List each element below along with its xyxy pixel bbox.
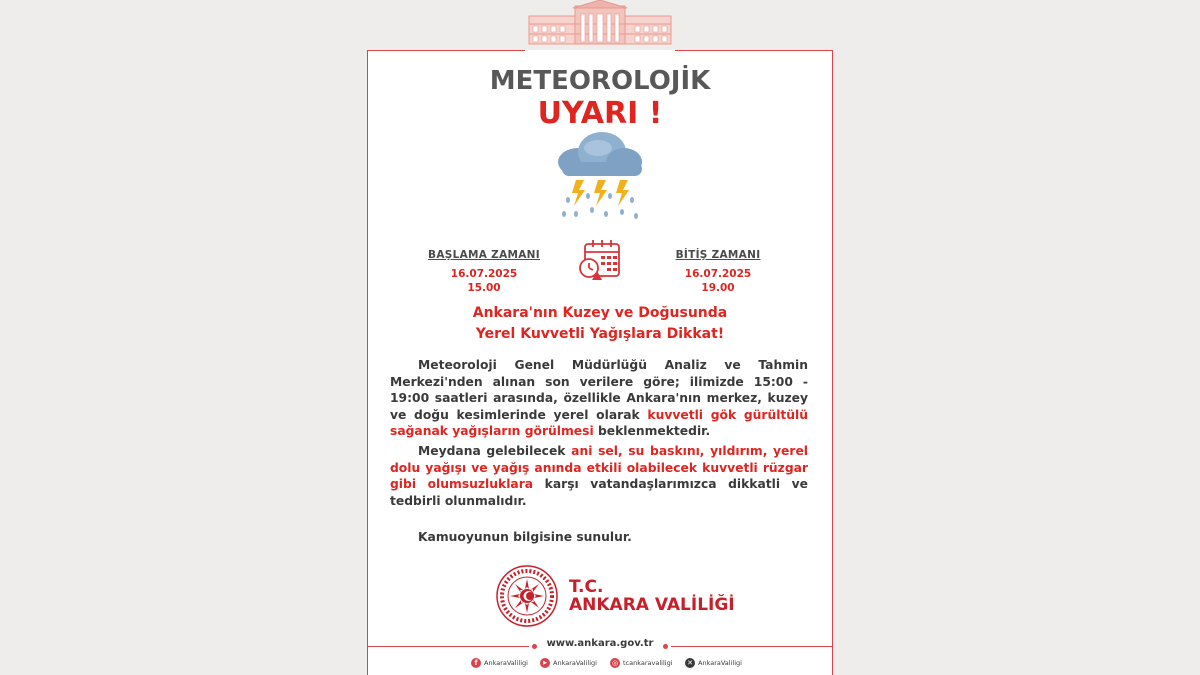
social-facebook[interactable] [471, 658, 528, 668]
social-handle: AnkaraValiligi [698, 659, 742, 667]
calendar-clock-icon [577, 238, 623, 280]
youtube-icon: ▶ [540, 658, 550, 668]
facebook-icon: f [471, 658, 481, 668]
title-warning: UYARI ! [537, 96, 663, 131]
closing-note: Kamuoyunun bilgisine sunulur. [418, 530, 632, 544]
paragraph-precautions-end: karşı vatandaşlarımızca dikkatli ve tedbirli olunmalıdır. [390, 477, 808, 508]
paragraph-precautions-text: Meydana gelebilecek [418, 444, 572, 458]
social-x[interactable] [685, 658, 742, 668]
governorate-seal-icon [496, 565, 558, 627]
title-meteorological: METEOROLOJİK [489, 66, 711, 96]
website-row [367, 638, 833, 654]
frame-left [367, 50, 368, 675]
paragraph-forecast-highlight: kuvvetli gök gürültülü sağanak yağışların görülmesi [390, 407, 809, 438]
governorate-prefix: T.C. [569, 577, 604, 597]
end-time-block [653, 249, 783, 295]
end-time: 19.00 [701, 282, 735, 294]
social-youtube[interactable] [540, 658, 597, 668]
social-links [367, 658, 833, 672]
paragraph-forecast [390, 357, 808, 440]
website-divider-right [671, 646, 833, 647]
frame-right [832, 50, 833, 675]
thunderstorm-icon [552, 130, 648, 226]
website-dot-right [663, 644, 668, 649]
social-handle: tcankaravaliligi [623, 659, 673, 667]
frame-top-right [675, 50, 833, 51]
social-handle: AnkaraValiligi [553, 659, 597, 667]
governorate-name: ANKARA VALİLİĞİ [569, 595, 735, 615]
instagram-icon: ◎ [611, 659, 619, 667]
end-date: 16.07.2025 [684, 268, 752, 280]
x-icon: ✕ [685, 658, 695, 668]
paragraph-forecast-text: Meteoroloji Genel Müdürlüğü Analiz ve Tahmin Merkezi'nden alınan son verilere göre; ilimizde 15:00 - 19:00 saatleri arasında, özellikle Ankara'nın merkez, kuzey ve doğu kesimlerinde yerel olarak [390, 358, 808, 422]
headline-line-1: Ankara'nın Kuzey ve Doğusunda [472, 305, 728, 321]
end-time-label: BİTİŞ ZAMANI [675, 249, 761, 261]
start-time-label: BAŞLAMA ZAMANI [428, 249, 540, 261]
start-time-block [419, 249, 549, 295]
start-time: 15.00 [467, 282, 501, 294]
website-link[interactable]: www.ankara.gov.tr [546, 638, 654, 649]
start-date: 16.07.2025 [450, 268, 518, 280]
headline-line-2: Yerel Kuvvetli Yağışlara Dikkat! [475, 326, 725, 342]
paragraph-forecast-end: beklenmektedir. [593, 424, 711, 438]
paragraph-precautions [390, 443, 808, 509]
social-handle: AnkaraValiligi [484, 659, 528, 667]
frame-top-left [367, 50, 525, 51]
social-instagram[interactable] [610, 658, 673, 668]
government-building-icon [525, 0, 675, 46]
warning-headline [367, 303, 833, 345]
paragraph-precautions-highlight: ani sel, su baskını, yıldırım, yerel dolu yağışı ve yağış anında etkili olabilecek kuvvetli rüzgar gibi olumsuzluklara [390, 444, 809, 491]
